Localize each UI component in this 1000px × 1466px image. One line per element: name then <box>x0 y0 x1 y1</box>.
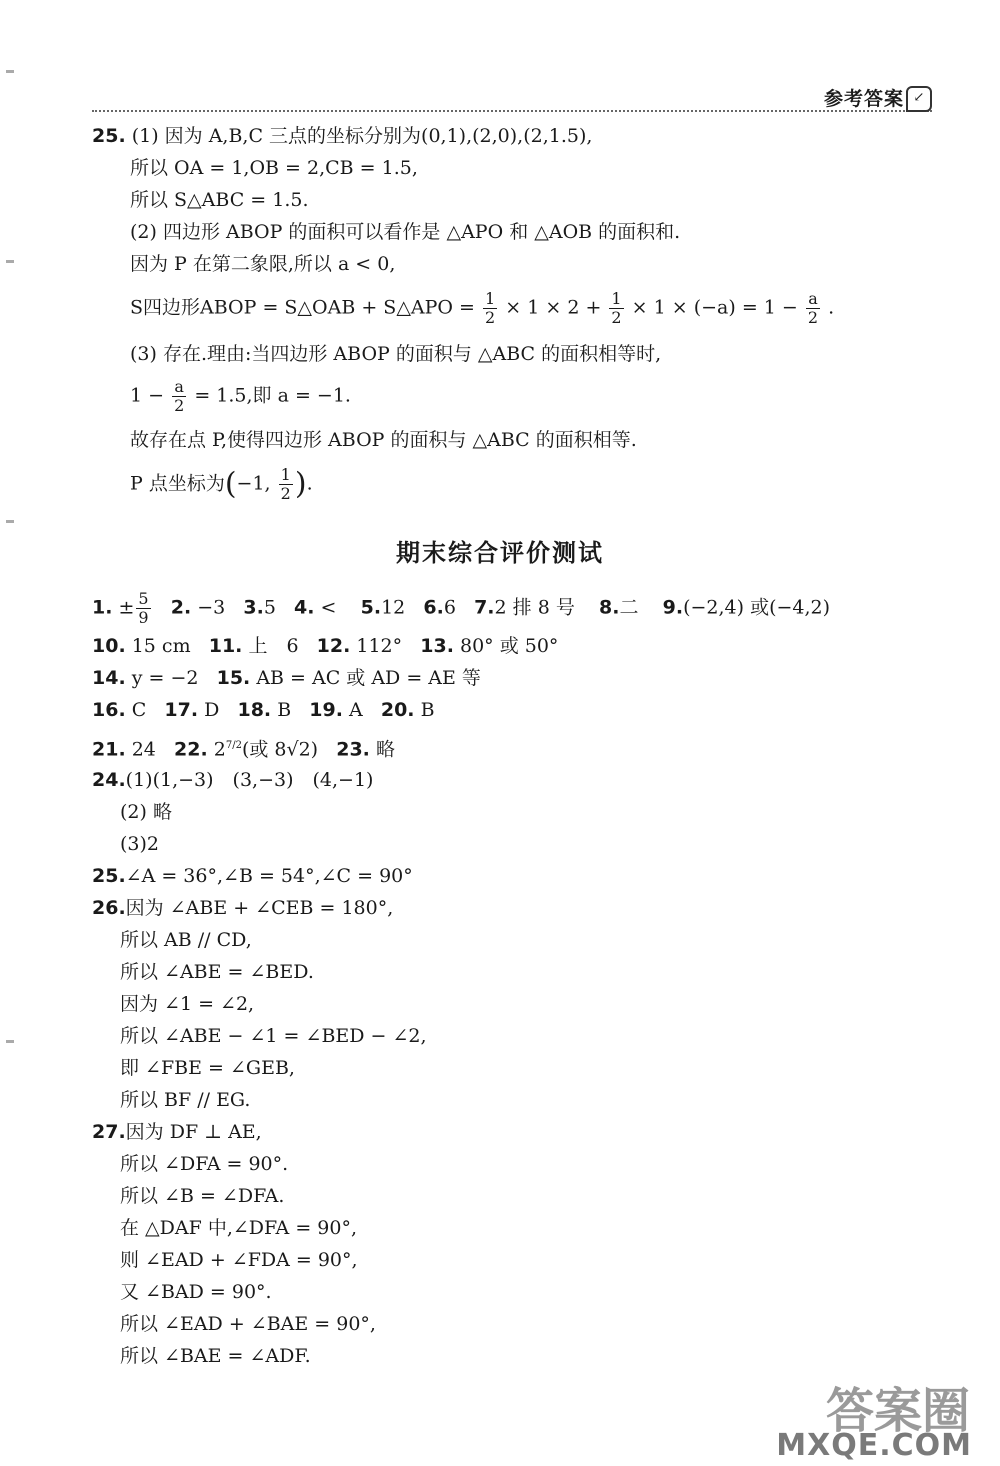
answer-row-22: 又 ∠BAD = 90°. <box>120 1281 272 1303</box>
q25-line-2: 所以 OA = 1,OB = 2,CB = 1.5, <box>130 157 418 179</box>
header-title: 参考答案 <box>823 88 904 110</box>
fraction-half: $\frac{1}{2}$ <box>611 289 622 327</box>
answer-row-2: 10. 15 cm 11. 上 6 12. 112° 13. 80° 或 50° <box>92 635 559 657</box>
answer-row-21: 则 ∠EAD + ∠FDA = 90°, <box>120 1249 358 1271</box>
answer-row-24: 所以 ∠BAE = ∠ADF. <box>120 1345 311 1367</box>
watermark-logo: 答案圈 <box>825 1383 970 1439</box>
q25-line-3: 所以 S△ABC = 1.5. <box>130 189 309 211</box>
scan-speck <box>6 520 14 523</box>
answer-row-18: 所以 ∠DFA = 90°. <box>120 1153 289 1175</box>
answer-row-16: 所以 BF // EG. <box>120 1089 251 1111</box>
answer-row-6: 24.(1)(1,−3) (3,−3) (4,−1) <box>92 769 374 791</box>
scan-speck <box>6 1040 14 1043</box>
answer-row-1: 1. ± $\frac{5}{9}$ 2. −3 3.5 4. < 5.12 6.6 7.2 排 8 号 8.二 9.(−2,4) 或(−4,2) <box>92 589 831 627</box>
q25-line-1: 25. (1) 因为 A,B,C 三点的坐标分别为(0,1),(2,0),(2,1.5), <box>92 125 593 147</box>
answer-row-10: 26.因为 ∠ABE + ∠CEB = 180°, <box>92 897 394 919</box>
answer-row-4: 16. C 17. D 18. B 19. A 20. B <box>92 699 435 721</box>
answer-row-23: 所以 ∠EAD + ∠BAE = 90°, <box>120 1313 376 1335</box>
fraction-5-9: $\frac{5}{9}$ <box>138 589 149 627</box>
scan-speck <box>6 260 14 263</box>
q25-line-9: 故存在点 P,使得四边形 ABOP 的面积与 △ABC 的面积相等. <box>130 429 637 451</box>
answer-row-3: 14. y = −2 15. AB = AC 或 AD = AE 等 <box>92 667 481 689</box>
q25-line-8: 1 − $\frac{a}{2}$ = 1.5,即 a = −1. <box>130 377 351 415</box>
answer-row-11: 所以 AB // CD, <box>120 929 252 951</box>
fraction-a-over-2: $\frac{a}{2}$ <box>174 377 185 415</box>
fraction-a-over-2: $\frac{a}{2}$ <box>807 289 819 327</box>
page-corner-icon: ↙ <box>906 86 932 112</box>
answer-row-13: 因为 ∠1 = ∠2, <box>120 993 255 1015</box>
fraction-half: $\frac{1}{2}$ <box>280 465 291 503</box>
q25-line-4: (2) 四边形 ABOP 的面积可以看作是 △APO 和 △AOB 的面积和. <box>130 221 681 243</box>
q25-line-5: 因为 P 在第二象限,所以 a < 0, <box>130 253 396 275</box>
answer-row-20: 在 △DAF 中,∠DFA = 90°, <box>120 1217 357 1239</box>
q25-line-6: S四边形ABOP = S△OAB + S△APO = $\frac{1}{2}$ × 1 × 2 + $\frac{1}{2}$ × 1 × (−a) = 1 − $\frac{a}{2}$ . <box>130 289 835 327</box>
q25-line-10: P 点坐标为(−1, $\frac{1}{2}$ ). <box>130 465 313 503</box>
answer-row-7: (2) 略 <box>120 801 172 823</box>
answer-row-15: 即 ∠FBE = ∠GEB, <box>120 1057 295 1079</box>
watermark-site: MXQE.COM <box>776 1428 972 1463</box>
fraction-half: $\frac{1}{2}$ <box>485 289 496 327</box>
answer-row-19: 所以 ∠B = ∠DFA. <box>120 1185 285 1207</box>
q25-line-7: (3) 存在.理由:当四边形 ABOP 的面积与 △ABC 的面积相等时, <box>130 343 662 365</box>
scan-speck <box>6 70 14 73</box>
page-header <box>92 88 932 112</box>
answer-row-5: 21. 24 22. $2^{7/2}$(或 8√2) 23. 略 <box>92 738 395 761</box>
answer-row-9: 25.∠A = 36°,∠B = 54°,∠C = 90° <box>92 865 413 887</box>
section-title: 期末综合评价测试 <box>396 539 604 567</box>
answer-row-12: 所以 ∠ABE = ∠BED. <box>120 961 314 983</box>
answer-row-17: 27.因为 DF ⊥ AE, <box>92 1121 262 1143</box>
answer-row-8: (3)2 <box>120 833 160 855</box>
answer-row-14: 所以 ∠ABE − ∠1 = ∠BED − ∠2, <box>120 1025 427 1047</box>
